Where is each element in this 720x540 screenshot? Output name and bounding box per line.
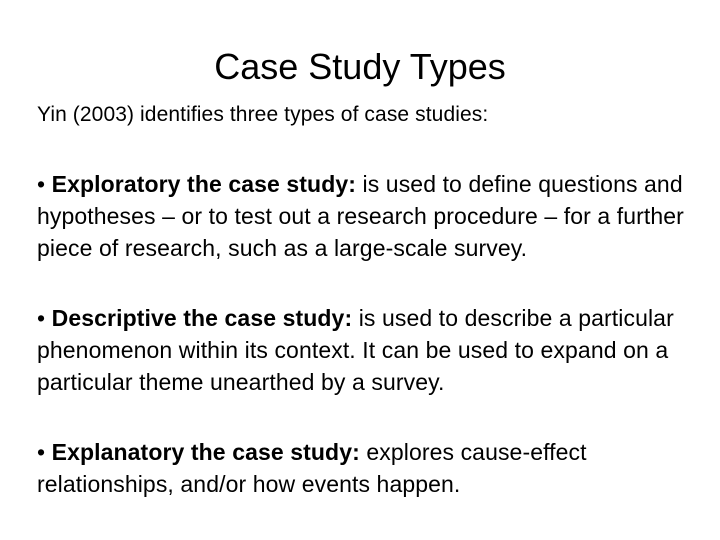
item-text: explores cause-effect relationships, and/or how events happen.	[37, 439, 587, 497]
item-text: is used to define questions and hypotheses – or to test out a research procedure – for a further piece of research, such as a large-scale survey.	[37, 171, 684, 261]
bullet-icon: •	[37, 439, 46, 465]
item-term: Descriptive the case study:	[51, 305, 353, 331]
bullet-icon: •	[37, 171, 46, 197]
item-term: Exploratory the case study:	[51, 171, 357, 197]
list-item-exploratory	[37, 168, 707, 264]
list-item-explanatory	[37, 436, 707, 500]
list-item-descriptive	[37, 302, 707, 398]
item-term: Explanatory the case study:	[51, 439, 360, 465]
slide-title: Case Study Types	[214, 46, 506, 87]
intro-text: Yin (2003) identifies three types of case studies:	[37, 103, 489, 126]
item-text: is used to describe a particular phenomenon within its context. It can be used to expand on a particular theme unearthed by a survey.	[37, 305, 674, 395]
slide-body	[37, 100, 707, 497]
bullet-icon: •	[37, 305, 46, 331]
